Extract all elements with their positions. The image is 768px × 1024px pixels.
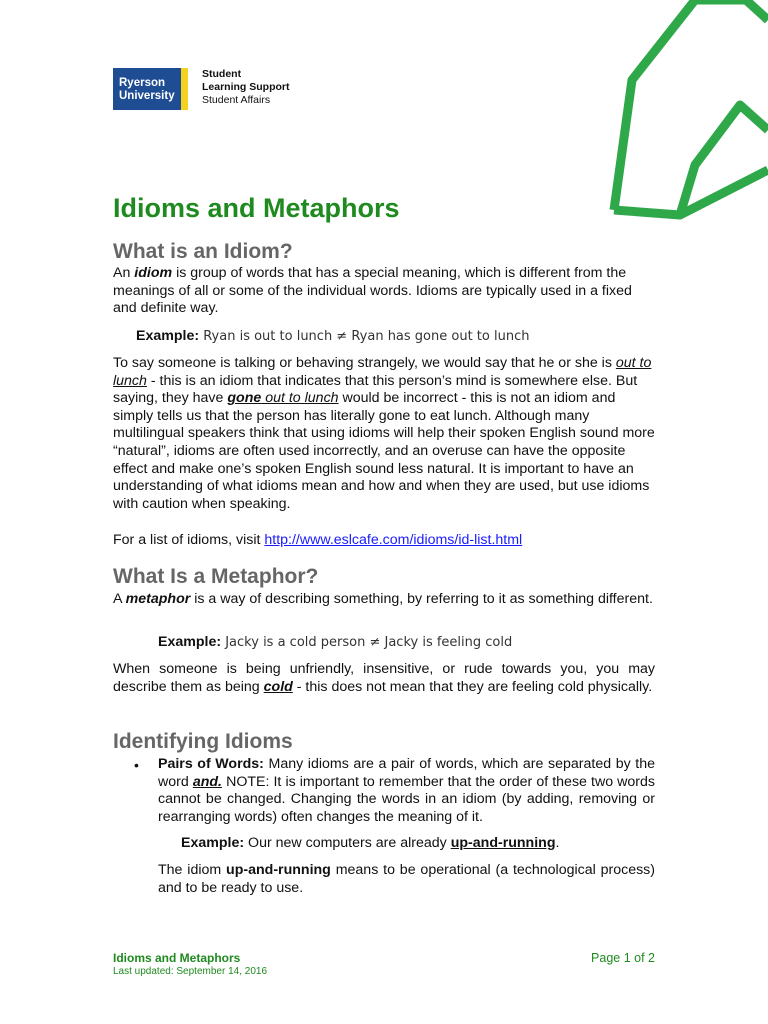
pairs-example: Example: Our new computers are already up-and-running. [181, 835, 560, 851]
heading-identifying-idioms: Identifying Idioms [113, 730, 293, 753]
heading-what-is-idiom: What is an Idiom? [113, 240, 293, 263]
idiom-list-link[interactable]: http://www.eslcafe.com/idioms/id-list.html [264, 532, 523, 548]
footer-left [113, 951, 267, 977]
bullet-icon: • [134, 757, 139, 773]
idiom-example: Example: Ryan is out to lunch ≠ Ryan has gone out to lunch [136, 328, 530, 344]
decorative-green-outline-shape [600, 0, 768, 220]
metaphor-example: Example: Jacky is a cold person ≠ Jacky is feeling cold [158, 634, 513, 650]
logo-line2: University [119, 90, 175, 102]
metaphor-definition: A metaphor is a way of describing something, by referring to it as something different. [113, 591, 653, 607]
logo-line1: Ryerson [119, 77, 166, 89]
heading-what-is-metaphor: What Is a Metaphor? [113, 565, 319, 588]
logo-wordmark [113, 68, 181, 110]
idiom-list-reference: For a list of idioms, visit http://www.eslcafe.com/idioms/id-list.html [113, 532, 523, 548]
dept-line2: Learning Support [202, 81, 290, 93]
idiom-explanation: To say someone is talking or behaving strangely, we would say that he or she is out to lunch - this is an idiom that indicates that this person’s mind is somewhere else. But saying, they have gone out to lunch would be incorrect - this is not an idiom and simply tells us that the person has literally gone to eat lunch. Although many multilingual speakers think that using idioms will help their spoken English sound more “natural”, idioms are often used incorrectly, and an overuse can have the opposite effect and make one’s spoken English sound less natural. It is important to have an understanding of what idioms mean and how and when they are used, but use idioms with caution when speaking. [113, 355, 655, 512]
department-name [202, 68, 290, 110]
metaphor-explanation: When someone is being unfriendly, insensitive, or rude towards you, you may describe them as being cold - this does not mean that they are feeling cold physically. [113, 661, 655, 695]
page-title: Idioms and Metaphors [113, 193, 400, 223]
ryerson-logo [113, 68, 290, 110]
pairs-of-words-item: Pairs of Words: Many idioms are a pair of words, which are separated by the word and. NOTE: It is important to remember that the order of these two words cannot be changed. Changing the words in an idiom (by adding, removing or rearranging words) often changes the meaning of it. [158, 756, 656, 825]
dept-line1: Student [202, 68, 242, 80]
footer-updated: Last updated: September 14, 2016 [113, 966, 268, 977]
pairs-explanation: The idiom up-and-running means to be operational (a technological process) and to be ready to use. [158, 862, 656, 896]
footer-title: Idioms and Metaphors [113, 951, 241, 965]
dept-line3: Student Affairs [202, 94, 271, 106]
logo-yellow-bar [181, 68, 188, 110]
page-number: Page 1 of 2 [591, 951, 655, 965]
idiom-definition: An idiom is group of words that has a special meaning, which is different from the meanings of all or some of the individual words. Idioms are typically used in a fixed and definite way. [113, 265, 632, 317]
